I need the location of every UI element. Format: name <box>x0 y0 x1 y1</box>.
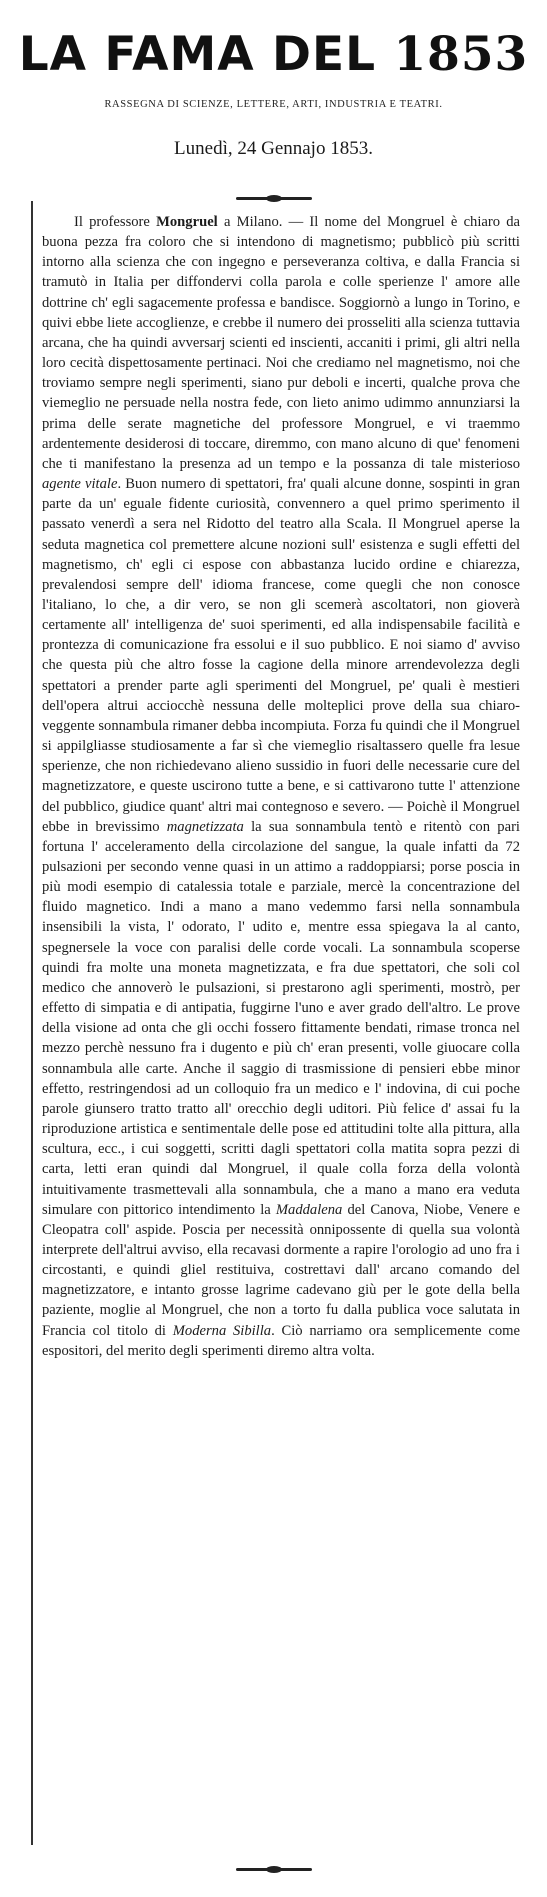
article-italic-2: magnetizzata <box>166 818 244 835</box>
article-text-2: . Buon numero di spettatori, fra' quali alcune donne, sospinti in gran parte da un' eguale fidente curiosità, convennero a quel primo sperimento il passato venerdì a sera nel Ridotto del teatro alla Scala. Il Mongruel aperse la seduta magnetica col premettere alcune nozioni sull' esistenza e sugli effetti del magnetismo, ch' egli ci espose con abbastanza lucido ordine e chiarezza, prevalendosi sempre dell' idioma francese, come quegli che non conosce l'italiano, lo che, a dir vero, se non gli scemerà ascoltatori, non gioverà certamente all' intelligenza de' suoi sperimenti, ed alla indispensabile facilità e prontezza di comunicazione fra essolui e il suo pubblico. E noi siamo d' avviso che questa più che altro fosse la cagione della minore arrendevolezza degli spettatori a prender parte agli sperimenti del Mongruel, pe' quali è mestieri dell'opera altrui acciocchè nessuna delle molteplici prove della sua chiaro-veggente sonnambula rimaner debba incompiuta. Forza fu quindi che il Mongruel si appilgliasse studiosamente a far sì che viemeglio risaltassero quelle fra lesue sperienze, che non richiedevano alieno sussidio in fuori delle necessarie cure del magnetizzatore, e queste uscirono tutte a bene, e si cattivarono tutte l' attenzione del pubblico, giudice quant' altri mai contegnoso e severo. — Poichè il Mongruel ebbe in brevissimo <box>42 476 520 835</box>
masthead-title-text: LA FAMA DEL <box>18 27 377 82</box>
article-text-3: la sua sonnambula tentò e ritentò con pari fortuna l' acceleramento della circolazione del sangue, la quale infatti da 72 pulsazioni per secondo venne quasi in un attimo a raddoppiarsi; porse poscia in più modi esempio di catalessia totale e parziale, mercè la concentrazione del fluido magnetico. Indi a mano a mano vedemmo farsi nella sonnambula insensibili la vista, l' odorato, l' udito e, mentre essa spiegava la al canto, spegnersele la voce con paralisi delle corde vocali. La sonnambula scoperse quindi fra molte una moneta magnetizzata, e fra due spettatori, che soli col medico che annoverò le pulsazioni, si prestarono agli sperimenti, mostrò, per effetto di simpatia e di antipatia, fuggirne l'uno e aver grado dell'altro. Le prove della visione ad onta che gli occhi fossero fittamente bendati, rimase tronca nel mezzo perchè nessuno fra i dugento e più ch' eran presenti, volle giuocare colla sonnambula alle carte. Anche il saggio di trasmissione di pensieri ebbe minor effetto, restringendosi ad un colloquio fra un medico e l' indovina, di cui poche parole giunsero tratto tratto all' orecchio degli uditori. Più felice d' assai fu la riproduzione artistica e sentimentale delle pose ed attitudini tolte alla pittura, alla scultura, ecc., i cui soggetti, scritti dagli spettatori colla matita sopra pezzi di carta, letti eran quindi dal Mongruel, il quale colla forza della volontà intuitivamente trasmettevali alla sonnambula, che a mano a mano era veduta simulare con pittorico intendimento la <box>42 818 520 1218</box>
article-lead-prefix: Il professore <box>74 214 150 230</box>
masthead-title <box>0 27 547 82</box>
article-lead-name: Mongruel <box>156 214 218 230</box>
masthead-year: 1853 <box>393 27 529 82</box>
article-paragraph <box>42 212 520 1361</box>
article-body <box>42 212 520 1361</box>
article-italic-1: agente vitale <box>42 476 118 493</box>
masthead-subtitle: RASSEGNA DI SCIENZE, LETTERE, ARTI, INDUSTRIA E TEATRI. <box>104 99 443 110</box>
article-text-5: . Ciò narriamo ora semplicemente come espositori, del merito degli sperimenti diremo altra volta. <box>42 1322 520 1359</box>
article-italic-4: Moderna Sibilla <box>172 1322 272 1339</box>
article-text-1: Il nome del Mongruel è chiaro da buona pezza fra coloro che si intendono di magnetismo; pubblicò più scritti intorno alla scienza che con ingegno e perseveranza coltiva, e dalla Francia si tramutò in Italia per diffondervi colla parola e colle sperienze l' amore alle dottrine ch' egli sagacemente professa e bandisce. Soggiornò a lungo in Torino, e quivi ebbe liete accoglienze, e crebbe il numero dei prosseliti alla scienza tuttavia arcana, che ha quindi avversarj scienti ed inscienti, accaniti i primi, gli altri nella loro cecità dispettosamente pertinaci. Noi che crediamo nel magnetismo, noi che troviamo sempre negli sperimenti, siano pur deboli e incerti, qualche prova che viemeglio ne persuade nella nostra fede, con lieto animo udimmo annunziarsi la prima delle serate magnetiche del professore Mongruel, e vi traemmo ardentemente desiderosi di toccare, diremmo, con mano alcuno di que' fenomeni che ti manifestano la presenza ad un tempo e la possanza di tale misterioso <box>42 214 521 472</box>
ornamental-rule-top <box>236 197 312 200</box>
article-text-4: del Canova, Niobe, Venere e Cleopatra coll' aspide. Poscia per necessità onnipossente di quella sua volontà interprete dell'altrui avviso, ella recavasi dormente a rapire l'orologio ad uno fra i circostanti, e quindi gliel restituiva, costrettavi dall' arcano comando del magnetizzatore, e intanto grosse lagrime cadevano giù per le gote della bella paziente, moglie al Mongruel, che non a torto fu dalla publica voce salutata in Francia col titolo di <box>42 1201 520 1339</box>
article-italic-3: Maddalena <box>275 1201 343 1218</box>
column-rule <box>31 201 33 1845</box>
ornamental-rule-bottom <box>236 1868 312 1871</box>
issue-date: Lunedì, 24 Gennajo 1853. <box>174 138 373 159</box>
article-lead-suffix: a Milano. — <box>223 214 310 230</box>
